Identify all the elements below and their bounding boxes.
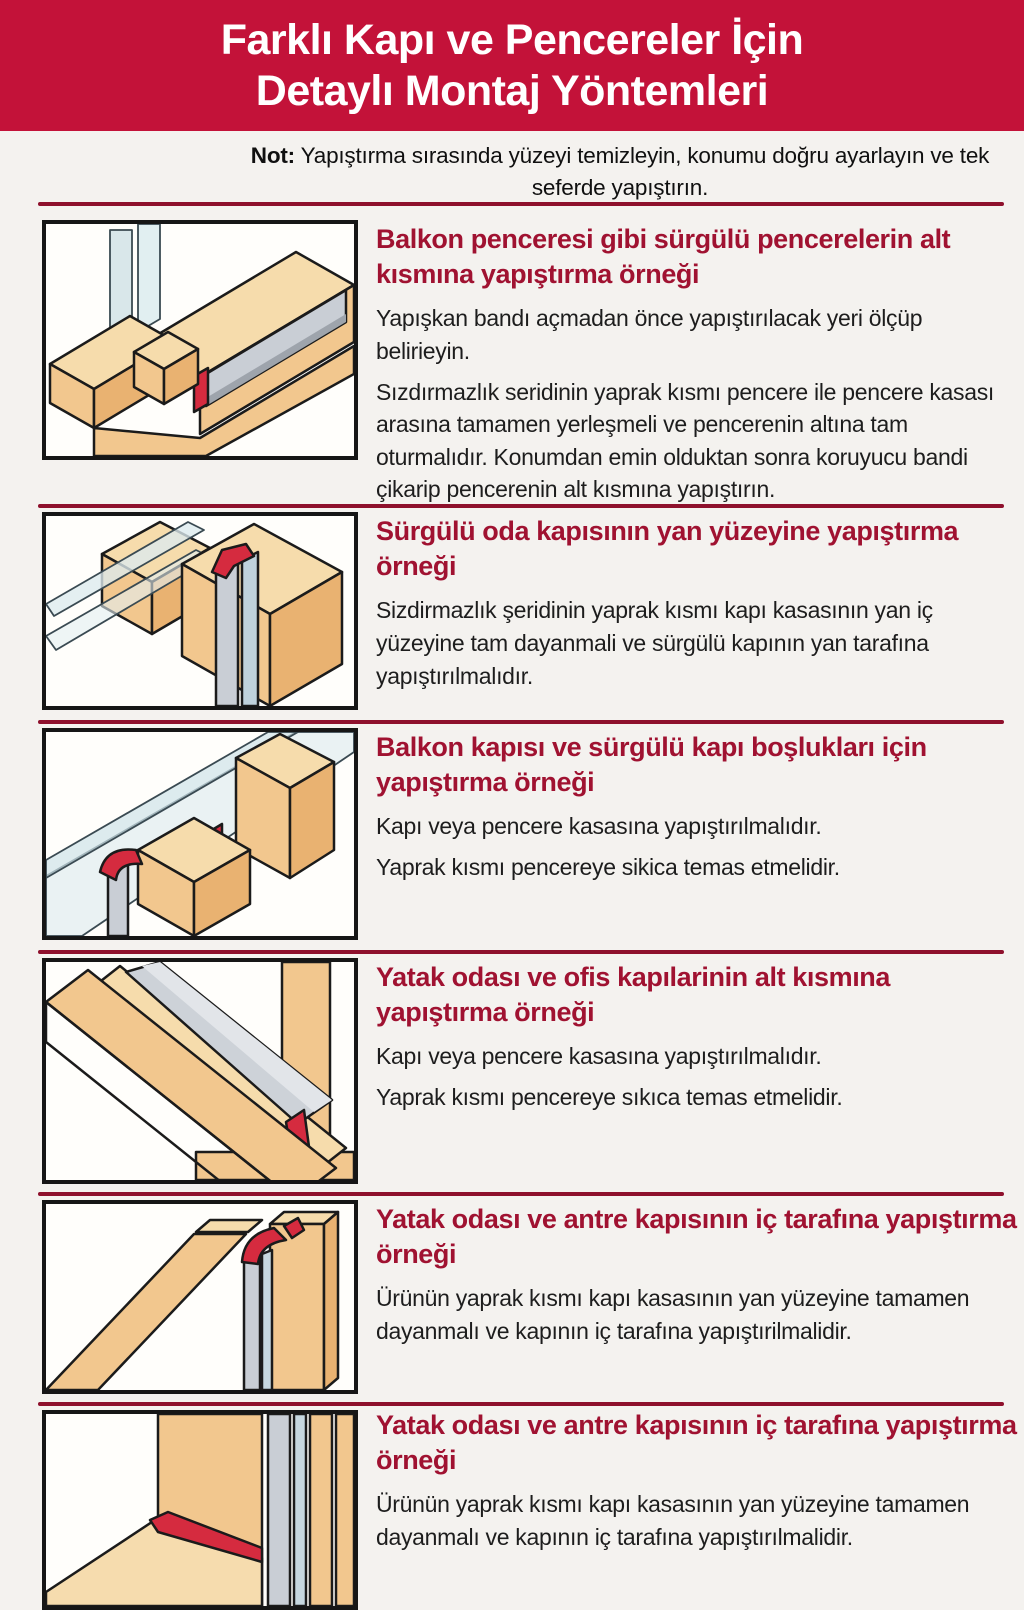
section-6-heading: Yatak odası ve antre kapısının iç tarafına yapıştırma örneği (376, 1410, 1017, 1476)
figure-1-box (42, 220, 358, 460)
divider-4 (38, 950, 1004, 954)
figure-4-box (42, 958, 358, 1184)
section-1 (376, 222, 1020, 514)
section-2-paragraph-1: Sizdirmazlık şeridinin yaprak kısmı kapı kasasının yan iç yüzeyine tam dayanmali ve sürgülü kapının yan tarafına yapıştırılmalıdır. (376, 597, 933, 689)
page-title-line2: Detaylı Montaj Yöntemleri (255, 66, 769, 115)
section-4 (376, 960, 1020, 1122)
figure-4-illustration (46, 962, 354, 1180)
section-1-paragraph-1: Yapışkan bandı açmadan önce yapıştırılacak yeri ölçüp belirieyin. (376, 305, 923, 364)
section-5-heading: Yatak odası ve antre kapısının iç tarafına yapıştırma örneği (376, 1204, 1017, 1270)
divider-1 (38, 202, 1004, 206)
section-5 (376, 1202, 1020, 1356)
section-6 (376, 1408, 1020, 1562)
figure-3-box (42, 728, 358, 940)
figure-2-illustration (46, 516, 354, 706)
wood-frame-strips (310, 1414, 354, 1606)
divider-3 (38, 720, 1004, 724)
wood-door-slab (46, 1220, 262, 1390)
section-2 (376, 514, 1020, 700)
section-4-paragraph-2: Yaprak kısmı pencereye sıkıca temas etmelidir. (376, 1083, 843, 1110)
section-3-heading: Balkon kapısı ve sürgülü kapı boşlukları için yapıştırma örneği (376, 732, 927, 798)
section-5-paragraph-1: Ürünün yaprak kısmı kapı kasasının yan yüzeyine tamamen dayanmalı ve kapının iç tarafına yapıştırilmalidir. (376, 1285, 970, 1344)
note-text (220, 140, 1020, 203)
section-3-paragraph-1: Kapı veya pencere kasasına yapıştırılmalıdır. (376, 813, 822, 840)
divider-5 (38, 1192, 1004, 1196)
note-label: Not: (250, 143, 295, 168)
section-1-heading: Balkon penceresi gibi sürgülü pencerelerin alt kısmına yapıştırma örneği (376, 224, 951, 290)
section-6-paragraph-1: Ürünün yaprak kısmı kapı kasasının yan yüzeyine tamamen dayanmalı ve kapının iç tarafına yapıştırılmalidir. (376, 1491, 970, 1550)
figure-1-illustration (46, 224, 354, 456)
section-4-heading: Yatak odası ve ofis kapılarinin alt kısmına yapıştırma örneği (376, 962, 891, 1028)
figure-6-illustration (46, 1414, 354, 1606)
section-2-heading: Sürgülü oda kapısının yan yüzeyine yapıştırma örneği (376, 516, 959, 582)
divider-6 (38, 1402, 1004, 1406)
figure-5-illustration (46, 1204, 354, 1390)
foam-strip-gray (244, 1250, 272, 1390)
header-banner (0, 0, 1024, 131)
page-title (221, 15, 804, 116)
section-3 (376, 730, 1020, 892)
note-body: Yapıştırma sırasında yüzeyi temizleyin, konumu doğru ayarlayın ve tek seferde yapıştırın. (294, 143, 990, 200)
section-4-paragraph-1: Kapı veya pencere kasasına yapıştırılmalıdır. (376, 1043, 822, 1070)
page-title-line1: Farklı Kapı ve Pencereler İçin (220, 15, 804, 64)
section-1-paragraph-2: Sızdırmazlık seridinin yaprak kısmı pencere ile pencere kasası arasına tamamen yerleşmeli ve pencerenin altına tam oturmalıdır. Konumdan emin olduktan sonra koruyucu bandi çikarip pencerenin alt kısmına yapıştırın. (376, 378, 994, 503)
wood-door-post (182, 524, 342, 706)
figure-5-box (42, 1200, 358, 1394)
figure-3-illustration (46, 732, 354, 936)
section-3-paragraph-2: Yaprak kısmı pencereye sikica temas etmelidir. (376, 853, 840, 880)
figure-6-box (42, 1410, 358, 1610)
foam-strip-gray (268, 1414, 306, 1606)
figure-2-box (42, 512, 358, 710)
